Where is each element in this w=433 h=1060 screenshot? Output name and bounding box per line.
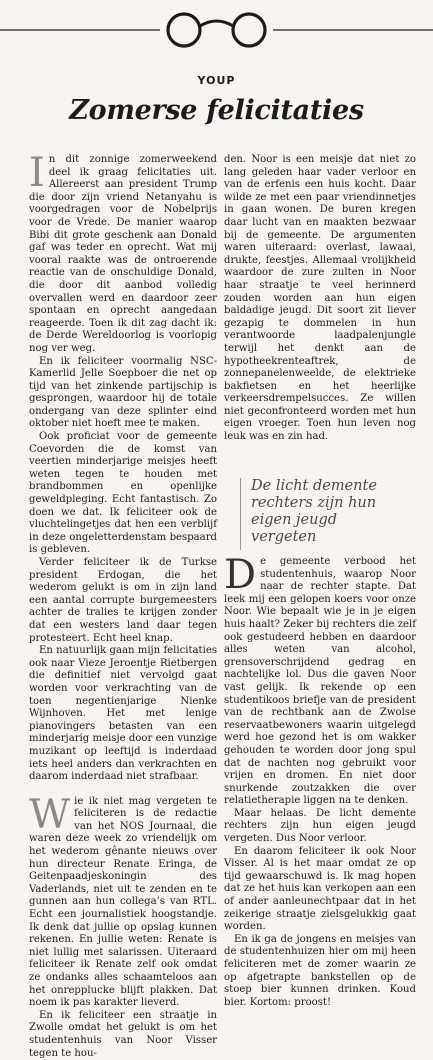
right-column-lower [224, 552, 416, 1009]
glasses-icon [0, 8, 433, 48]
author-name: YOUP [197, 74, 236, 87]
drop-cap: W [29, 791, 71, 838]
paragraph: In dit zonnige zomerweekend deel ik graag felicitaties uit. Allereerst aan president Trump die door zijn vriend Netanyahu is voorgedragen voor de Nobelprijs voor de Vrede. De manier waarop Bibi dit grote geschenk aan Donald gaf was teder en oprecht. Wat mij vooral raakte was de ontroerende reactie van de onschuldige Donald, die door dit aanbod volledig overvallen werd en daardoor zeer spontaan en oprecht aangedaan reageerde. Toen ik dit zag dacht ik: de Derde Wereldoorlog is voorlopig nog ver weg. [29, 150, 217, 354]
paragraph: den. Noor is een meisje dat niet zo lang geleden haar vader verloor en van de erfenis een huis kocht. Daar wilde ze met een paar vriendinnetjes in gaan wonen. De buren kregen daar lucht van en maakten bezwaar bij de gemeente. De argumenten waren uiteraard: overlast, lawaai, drukte, feestjes. Allemaal vrolijkheid waardoor de zure zulten in Noor haar straatje te veel herinnerd zouden worden aan hun eigen baldadige jeugd. Dit soort zit liever gezapig te dommelen in hun verantwoorde laadpalenjungle terwijl het denkt aan de hypotheekrenteaftrek, de zonnepanelenweelde, de elektrieke bakfietsen en het heerlijke verkeersdrempelsucces. Ze willen niet geconfronteerd worden met hun eigen vroeger. Toen hun leven nog leuk was en zin had. [224, 154, 416, 443]
drop-cap: D [224, 552, 257, 598]
pull-quote: De licht demente rechters zijn hun eigen jeugd vergeten [251, 478, 377, 545]
paragraph: En daarom feliciteer ik ook Noor Visser. Al is het maar omdat ze op tijd gewaarschuwd is. Ik mag hopen dat ze het huis kan verkopen aan een of ander aanleunechtpaar dat in het zeikerige straatje zielsgelukkig gaat worden. [224, 845, 416, 933]
paragraph: Verder feliciteer ik de Turkse president Erdogan, die het wederom gelukt is om in zijn land een aantal corrupte burgemeesters achter de tralies te krijgen zonder dat een westers land daar tegen protesteert. Echt heel knap. [29, 557, 217, 644]
paragraph: Ook proficiat voor de gemeente Coevorden die de komst van veertien minderjarige meisjes heeft weten tegen te houden met brandbommen en openlijke geweldpleging. Echt fantastisch. Zo doen we dat. Ik feliciteer ook de vluchtelingetjes dat hen een verblijf in deze ongeletterdenstam bespaard is gebleven. [29, 431, 217, 556]
paragraph: En ik ga de jongens en meisjes van de studentenhuizen hier om mij heen feliciteren met de zomer waarin ze op afgetrapte bankstellen op de stoep bier kunnen drinken. Koud bier. Kortom: proost! [224, 933, 416, 1008]
drop-cap: I [29, 150, 45, 196]
paragraph: En natuurlijk gaan mijn felicitaties ook naar Vieze Jeroentje Rietbergen die definitief niet vervolgd gaat worden voor verkrachting van de toen negentienjarige Nienke Wijnhoven. Het met lenige pianovingers betasten van een minderjarig meisje door een vunzige muzikant op leeftijd is inderdaad iets heel anders dan verkrachten en daarom inderdaad niet strafbaar. [29, 645, 217, 783]
left-column [29, 150, 217, 1060]
article-title: Zomerse felicitaties [69, 95, 364, 126]
quote-rule [240, 478, 241, 550]
paragraph: En ik feliciteer een straatje in Zwolle omdat het gelukt is om het studentenhuis van Noor Visser tegen te hou- [29, 1009, 217, 1059]
right-column [224, 154, 416, 444]
paragraph: De gemeente verbood het studentenhuis, waarop Noor naar de rechter stapte. Dat leek mij een gelopen koers voor onze Noor. Wie bepaalt wie je in je eigen huis haalt? Zeker bij rechters die zelf ook gestudeerd hebben en daardoor alles weten van alcohol, grensoverschrijdend gedrag en nachtelijke lol. Dus die gaven Noor vast gelijk. Ik rekende op een studentikoos briefje van de president van de rechtbank aan de Zwolse reservaatbewoners waarin uitgelegd werd hoe gezond het is om wakker gehouden te worden door jong spul dat de nachten nog gebruikt voor vrijen en dromen. En niet door snurkende zoutzakken die over relatietherapie liggen na te denken. [224, 552, 416, 807]
paragraph: Maar helaas. De licht demente rechters zijn hun eigen jeugd vergeten. Dus Noor verloor. [224, 807, 416, 845]
paragraph: Wie ik niet mag vergeten te feliciteren is de redactie van het NOS Journaal, die waren deze week zo vriendelijk om het wederom gênante nieuws over hun directeur Renate Eringa, de Geitenpaadjeskoningin des Vaderlands, niet uit te zenden en te gunnen aan hun collega’s van RTL. Echt een journalistiek hoogstandje. Ik denk dat jullie op opslag kunnen rekenen. En jullie weten: Renate is niet lullig met salarissen. Uiteraard feliciteer ik Renate zelf ook omdat ze ondanks alles schaamteloos aan het onrepplucke blijft plakken. Dat noem ik pas karakter lieverd. [29, 791, 217, 1009]
paragraph: En ik feliciteer voormalig NSC-Kamerlid Jelle Soepboer die net op tijd van het zinkende partijschip is gesprongen, waardoor hij de totale ondergang van deze splinter eind oktober niet hoeft mee te maken. [29, 355, 217, 430]
